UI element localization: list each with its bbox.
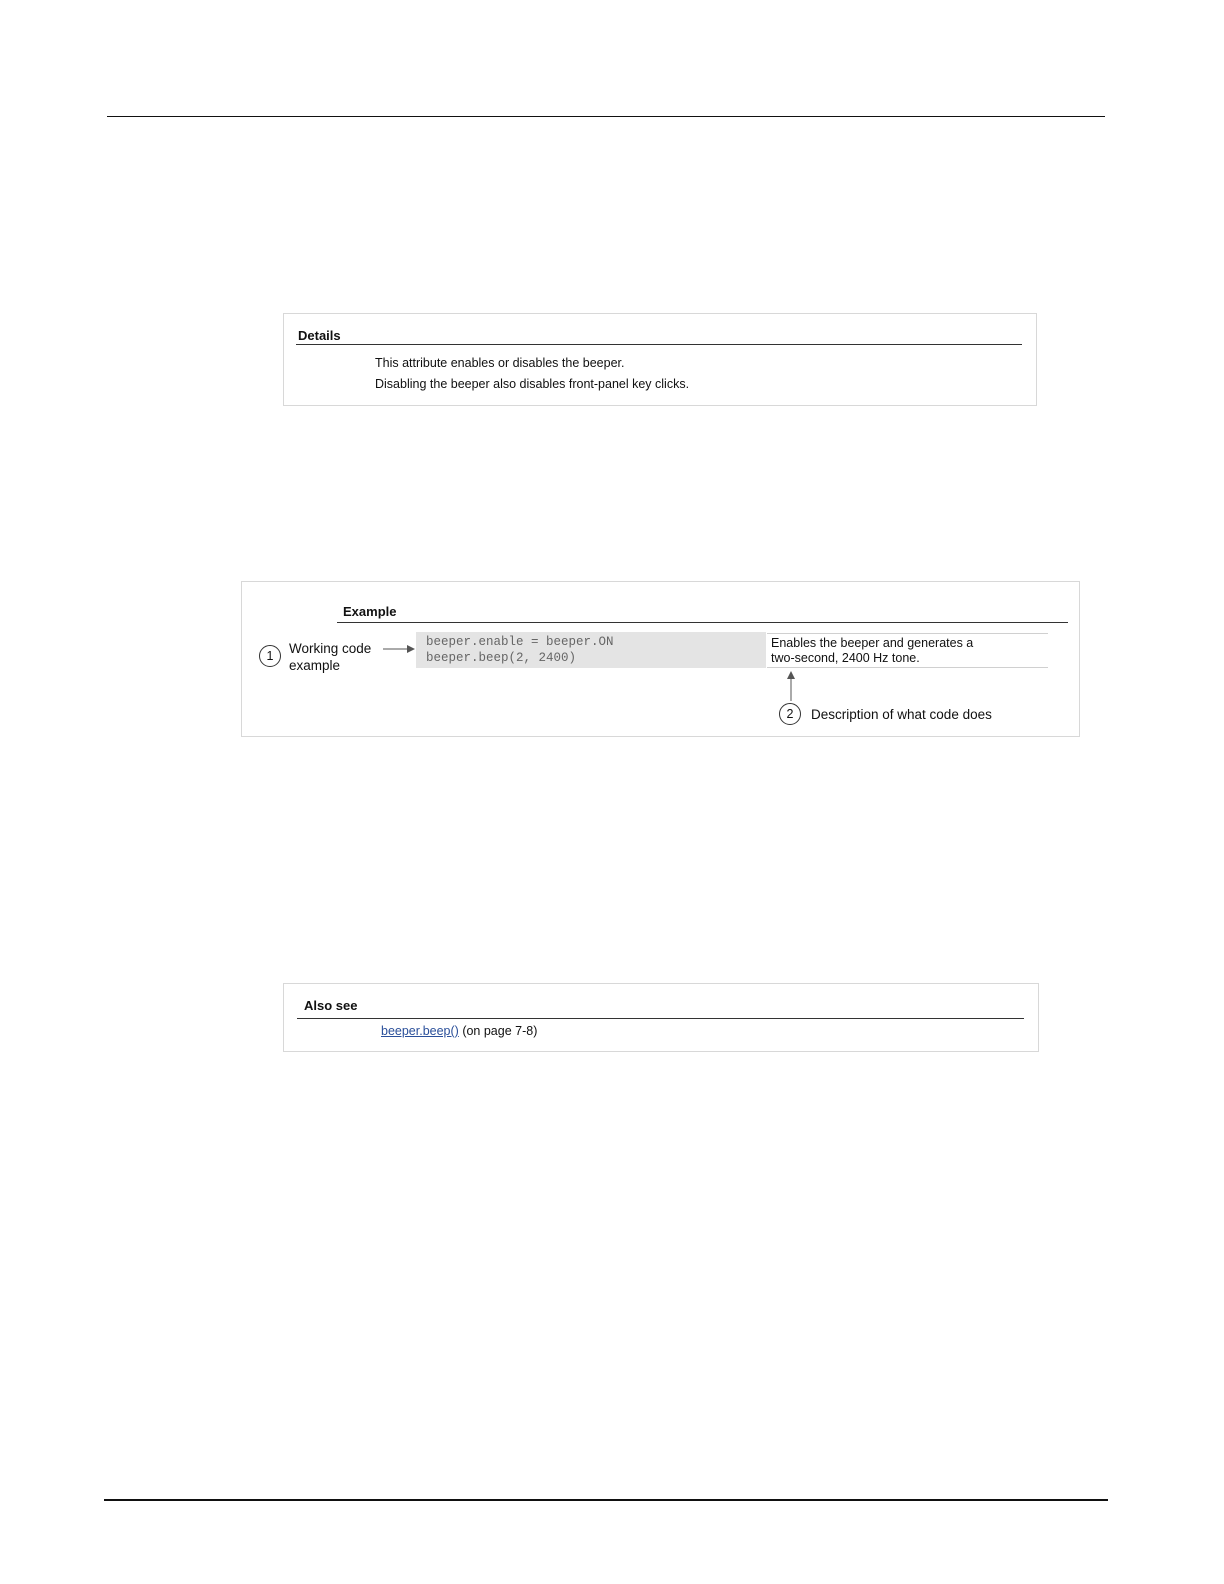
example-panel (241, 581, 1080, 737)
also-see-page-reference: (on page 7-8) (458, 1024, 538, 1038)
example-heading-rule (337, 622, 1068, 623)
description-line-2: two-second, 2400 Hz tone. (771, 651, 920, 665)
code-line-1: beeper.enable = beeper.ON (426, 635, 614, 649)
description-line-1: Enables the beeper and generates a (771, 636, 974, 650)
also-see-heading-rule (297, 1018, 1024, 1019)
also-see-heading: Also see (304, 998, 358, 1013)
header-rule (107, 116, 1105, 117)
footer-rule (104, 1499, 1108, 1501)
details-heading: Details (298, 328, 341, 343)
details-line-2: Disabling the beeper also disables front-panel key clicks. (375, 377, 690, 391)
beeper-beep-link[interactable]: beeper.beep() (381, 1024, 459, 1038)
code-example-box (416, 632, 766, 668)
details-heading-rule (296, 344, 1022, 345)
details-panel (283, 313, 1037, 406)
callout-1-label (289, 640, 371, 674)
code-description-box (767, 633, 1048, 668)
also-see-panel (283, 983, 1039, 1052)
callout-1-arrow-icon (383, 644, 417, 654)
callout-2-arrow-icon (786, 671, 796, 701)
callout-2-label: Description of what code does (811, 707, 992, 722)
code-line-2: beeper.beep(2, 2400) (426, 651, 577, 665)
also-see-entry (381, 1024, 537, 1038)
callout-1-label-line-2: example (289, 658, 341, 673)
details-line-1: This attribute enables or disables the beeper. (375, 356, 625, 370)
callout-2-marker: 2 (779, 703, 801, 725)
example-heading: Example (343, 604, 397, 619)
callout-1-label-line-1: Working code (289, 641, 372, 656)
callout-1-marker: 1 (259, 645, 281, 667)
